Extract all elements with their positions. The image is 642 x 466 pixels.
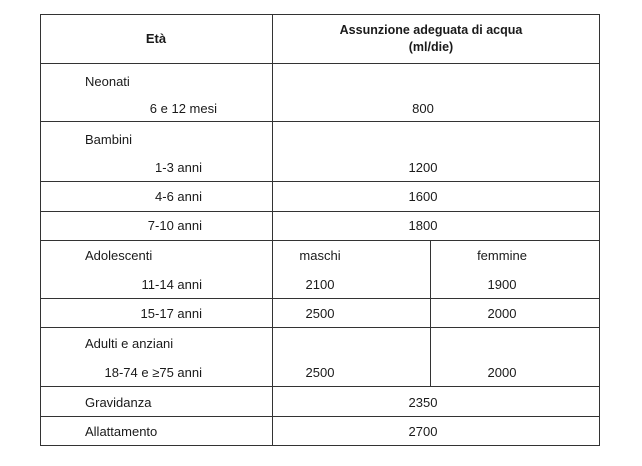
- group-label-gravidanza: Gravidanza: [85, 395, 152, 410]
- age-cell: 18-74 e ≥75 anni: [104, 365, 202, 380]
- group-label-bambini: Bambini: [85, 132, 132, 147]
- row-divider: [41, 327, 599, 328]
- row-divider: [41, 181, 599, 182]
- value-cell: 1600: [408, 189, 438, 204]
- group-label-adulti: Adulti e anziani: [85, 336, 174, 351]
- value-cell: 1800: [408, 218, 438, 233]
- age-cell: 4-6 anni: [155, 189, 202, 204]
- header-age: Età: [145, 31, 167, 46]
- male-value-cell: 2100: [305, 277, 335, 292]
- row-divider: [41, 416, 599, 417]
- male-value-cell: 2500: [305, 306, 335, 321]
- female-value-cell: 1900: [487, 277, 517, 292]
- group-label-neonati: Neonati: [85, 74, 130, 89]
- row-divider: [41, 386, 599, 387]
- value-cell: 1200: [408, 160, 438, 175]
- female-value-cell: 2000: [487, 306, 517, 321]
- value-cell: 2700: [408, 424, 438, 439]
- row-divider: [41, 211, 599, 212]
- value-cell: 2350: [408, 395, 438, 410]
- sex-column-divider: [430, 240, 431, 386]
- header-intake-line2: (ml/die): [408, 40, 454, 54]
- column-divider: [272, 15, 273, 445]
- age-cell: 1-3 anni: [155, 160, 202, 175]
- row-divider: [41, 298, 599, 299]
- age-cell: 11-14 anni: [141, 277, 202, 292]
- age-cell: 6 e 12 mesi: [149, 101, 217, 116]
- sub-header-male: maschi: [299, 248, 341, 263]
- age-cell: 15-17 anni: [140, 306, 202, 321]
- row-divider: [41, 121, 599, 122]
- male-value-cell: 2500: [305, 365, 335, 380]
- group-label-adolescenti: Adolescenti: [85, 248, 153, 263]
- row-divider: [41, 240, 599, 241]
- age-cell: 7-10 anni: [147, 218, 202, 233]
- group-label-allattamento: Allattamento: [85, 424, 158, 439]
- water-intake-table: [40, 14, 600, 446]
- value-cell: 800: [412, 101, 434, 116]
- sub-header-female: femmine: [477, 248, 527, 263]
- female-value-cell: 2000: [487, 365, 517, 380]
- header-intake-line1: Assunzione adeguata di acqua: [339, 23, 523, 37]
- row-divider: [41, 63, 599, 64]
